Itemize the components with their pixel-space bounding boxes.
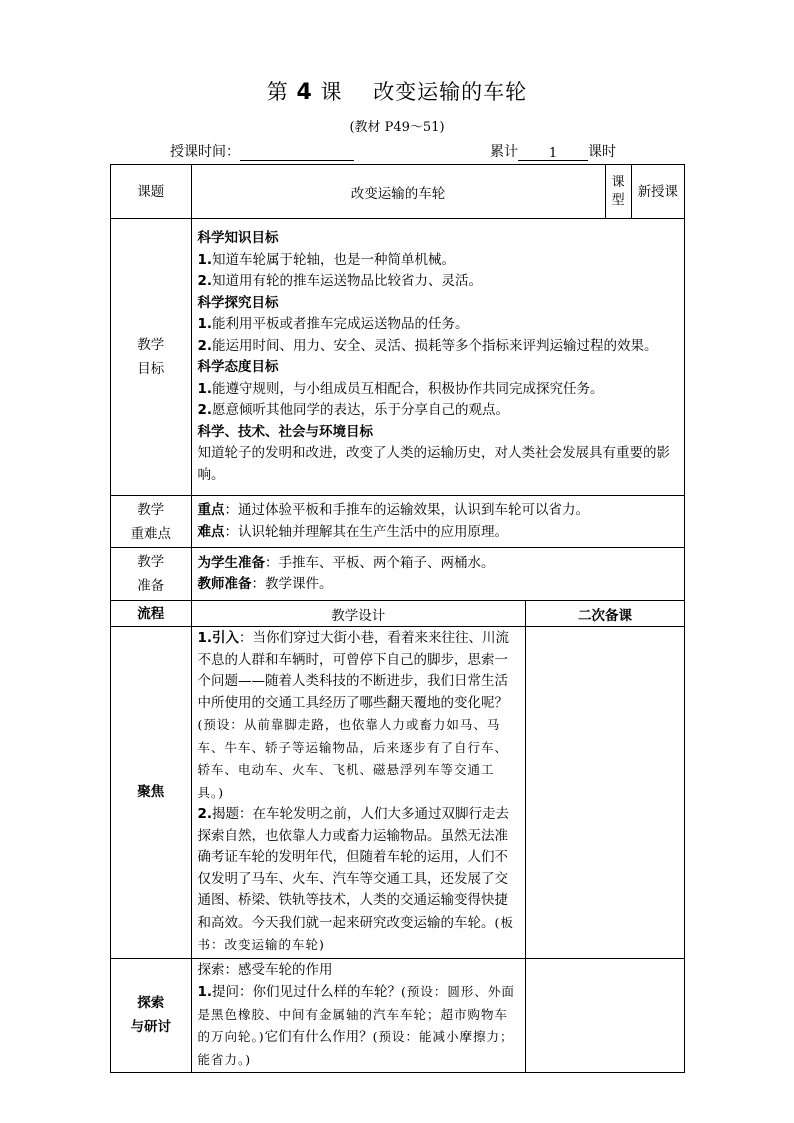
objectives-content xyxy=(191,219,685,496)
explore-row xyxy=(111,958,685,1073)
preparation-label: 教学 准备 xyxy=(111,548,192,601)
explore-label: 探索 与研讨 xyxy=(111,958,192,1073)
difficult-point: 难点：认识轮轴并理解其在生产生活中的应用原理。 xyxy=(197,523,508,540)
class-time-blank xyxy=(240,146,354,161)
key-point: 重点：通过体验平板和手推车的运输效果，认识到车轮可以省力。 xyxy=(197,502,589,518)
focus-intro: 1.引入：当你们穿过大街小巷，看着来来往往、川流不息的人群和车辆时，可曾停下自己的脚步，思索一个问题——随着人类科技的不断进步，我们日常生活中所使用的交通工具经历了哪些翻天覆地的变化呢？(预设：从前靠脚走路，也依靠人力或畜力如马、马车、牛车、轿子等运输物品，后来逐步有了自行车、轿车、电动车、火车、飞机、磁悬浮列车等交通工具。) xyxy=(197,630,510,800)
objective-item: 1.知道车轮属于轮轴，也是一种简单机械。 xyxy=(197,251,456,268)
objective-item: 1.能利用平板或者推车完成运送物品的任务。 xyxy=(197,316,469,332)
lesson-type-value: 新授课 xyxy=(631,165,684,219)
focus-content xyxy=(191,627,526,959)
title-name: 改变运输的车轮 xyxy=(373,80,528,104)
student-preparation: 为学生准备：手推车、平板、两个箱子、两桶水。 xyxy=(197,554,495,571)
teacher-preparation: 教师准备：教学课件。 xyxy=(197,576,333,592)
key-points-content xyxy=(191,496,685,548)
total-periods-field xyxy=(490,141,616,161)
objective-stse-text: 知道轮子的发明和改进，改变了人类的运输历史，对人类社会发展具有重要的影响。 xyxy=(197,445,670,483)
preparation-row xyxy=(111,548,685,601)
class-time-label: 授课时间： xyxy=(170,144,240,160)
total-value: 1 xyxy=(518,146,588,161)
explore-heading: 探索：感受车轮的作用 xyxy=(197,961,333,978)
title-suffix: 课 xyxy=(320,80,343,104)
focus-second-prep xyxy=(526,627,685,959)
objective-knowledge-title: 科学知识目标 xyxy=(197,230,279,246)
lesson-type-label: 课型 xyxy=(605,165,631,219)
title-prefix: 第 xyxy=(266,80,289,104)
class-time-field xyxy=(170,141,354,161)
objective-item: 2.愿意倾听其他同学的表达，乐于分享自己的观点。 xyxy=(197,402,510,418)
objective-item: 2.知道用有轮的推车运送物品比较省力、灵活。 xyxy=(197,273,483,289)
objectives-label: 教学 目标 xyxy=(111,219,192,496)
key-points-label: 教学 重难点 xyxy=(111,496,192,548)
objective-attitude-title: 科学态度目标 xyxy=(197,359,279,375)
lesson-subtitle: (教材 P49～51) xyxy=(349,120,445,135)
total-label: 累计 xyxy=(490,144,518,160)
preparation-content xyxy=(191,548,685,601)
second-prep-header: 二次备课 xyxy=(526,601,685,627)
focus-reveal: 2.揭题：在车轮发明之前，人们大多通过双脚行走去探索自然，也依靠人力或畜力运输物品。虽然无法准确考证车轮的发明年代，但随着车轮的运用，人们不仅发明了马车、火车、汽车等交通工具，还发展了交通图、桥梁、铁轨等技术，人类的交通运输变得快捷和高效。今天我们就一起来研究改变运输的车轮。(板书：改变运输的车轮) xyxy=(197,806,514,952)
total-unit: 课时 xyxy=(588,144,616,160)
explore-content xyxy=(191,958,526,1073)
design-header: 教学设计 xyxy=(191,601,526,627)
objective-item: 2.能运用时间、用力、安全、灵活、损耗等多个指标来评判运输过程的效果。 xyxy=(197,337,658,354)
objective-inquiry-title: 科学探究目标 xyxy=(197,294,279,311)
objective-stse-title: 科学、技术、社会与环境目标 xyxy=(197,423,373,440)
topic-value: 改变运输的车轮 xyxy=(191,165,605,219)
lesson-title xyxy=(0,76,794,106)
objective-item: 1.能遵守规则，与小组成员互相配合，积极协作共同完成探究任务。 xyxy=(197,380,604,397)
flow-header: 流程 xyxy=(111,601,192,627)
title-number: 4 xyxy=(296,80,313,105)
focus-label: 聚焦 xyxy=(111,627,192,959)
topic-row xyxy=(111,165,685,219)
explore-question: 1.提问：你们见过什么样的车轮？(预设：圆形、外面是黑色橡胶、中间有金属轴的汽车车轮；超市购物车的万向轮。)它们有什么作用？(预设：能减小摩擦力；能省力。) xyxy=(197,984,515,1067)
explore-second-prep xyxy=(526,958,685,1073)
lesson-plan-table xyxy=(110,164,685,1073)
topic-label: 课题 xyxy=(111,165,192,219)
design-header-row xyxy=(111,601,685,627)
key-points-row xyxy=(111,496,685,548)
objectives-row xyxy=(111,219,685,496)
focus-row xyxy=(111,627,685,959)
